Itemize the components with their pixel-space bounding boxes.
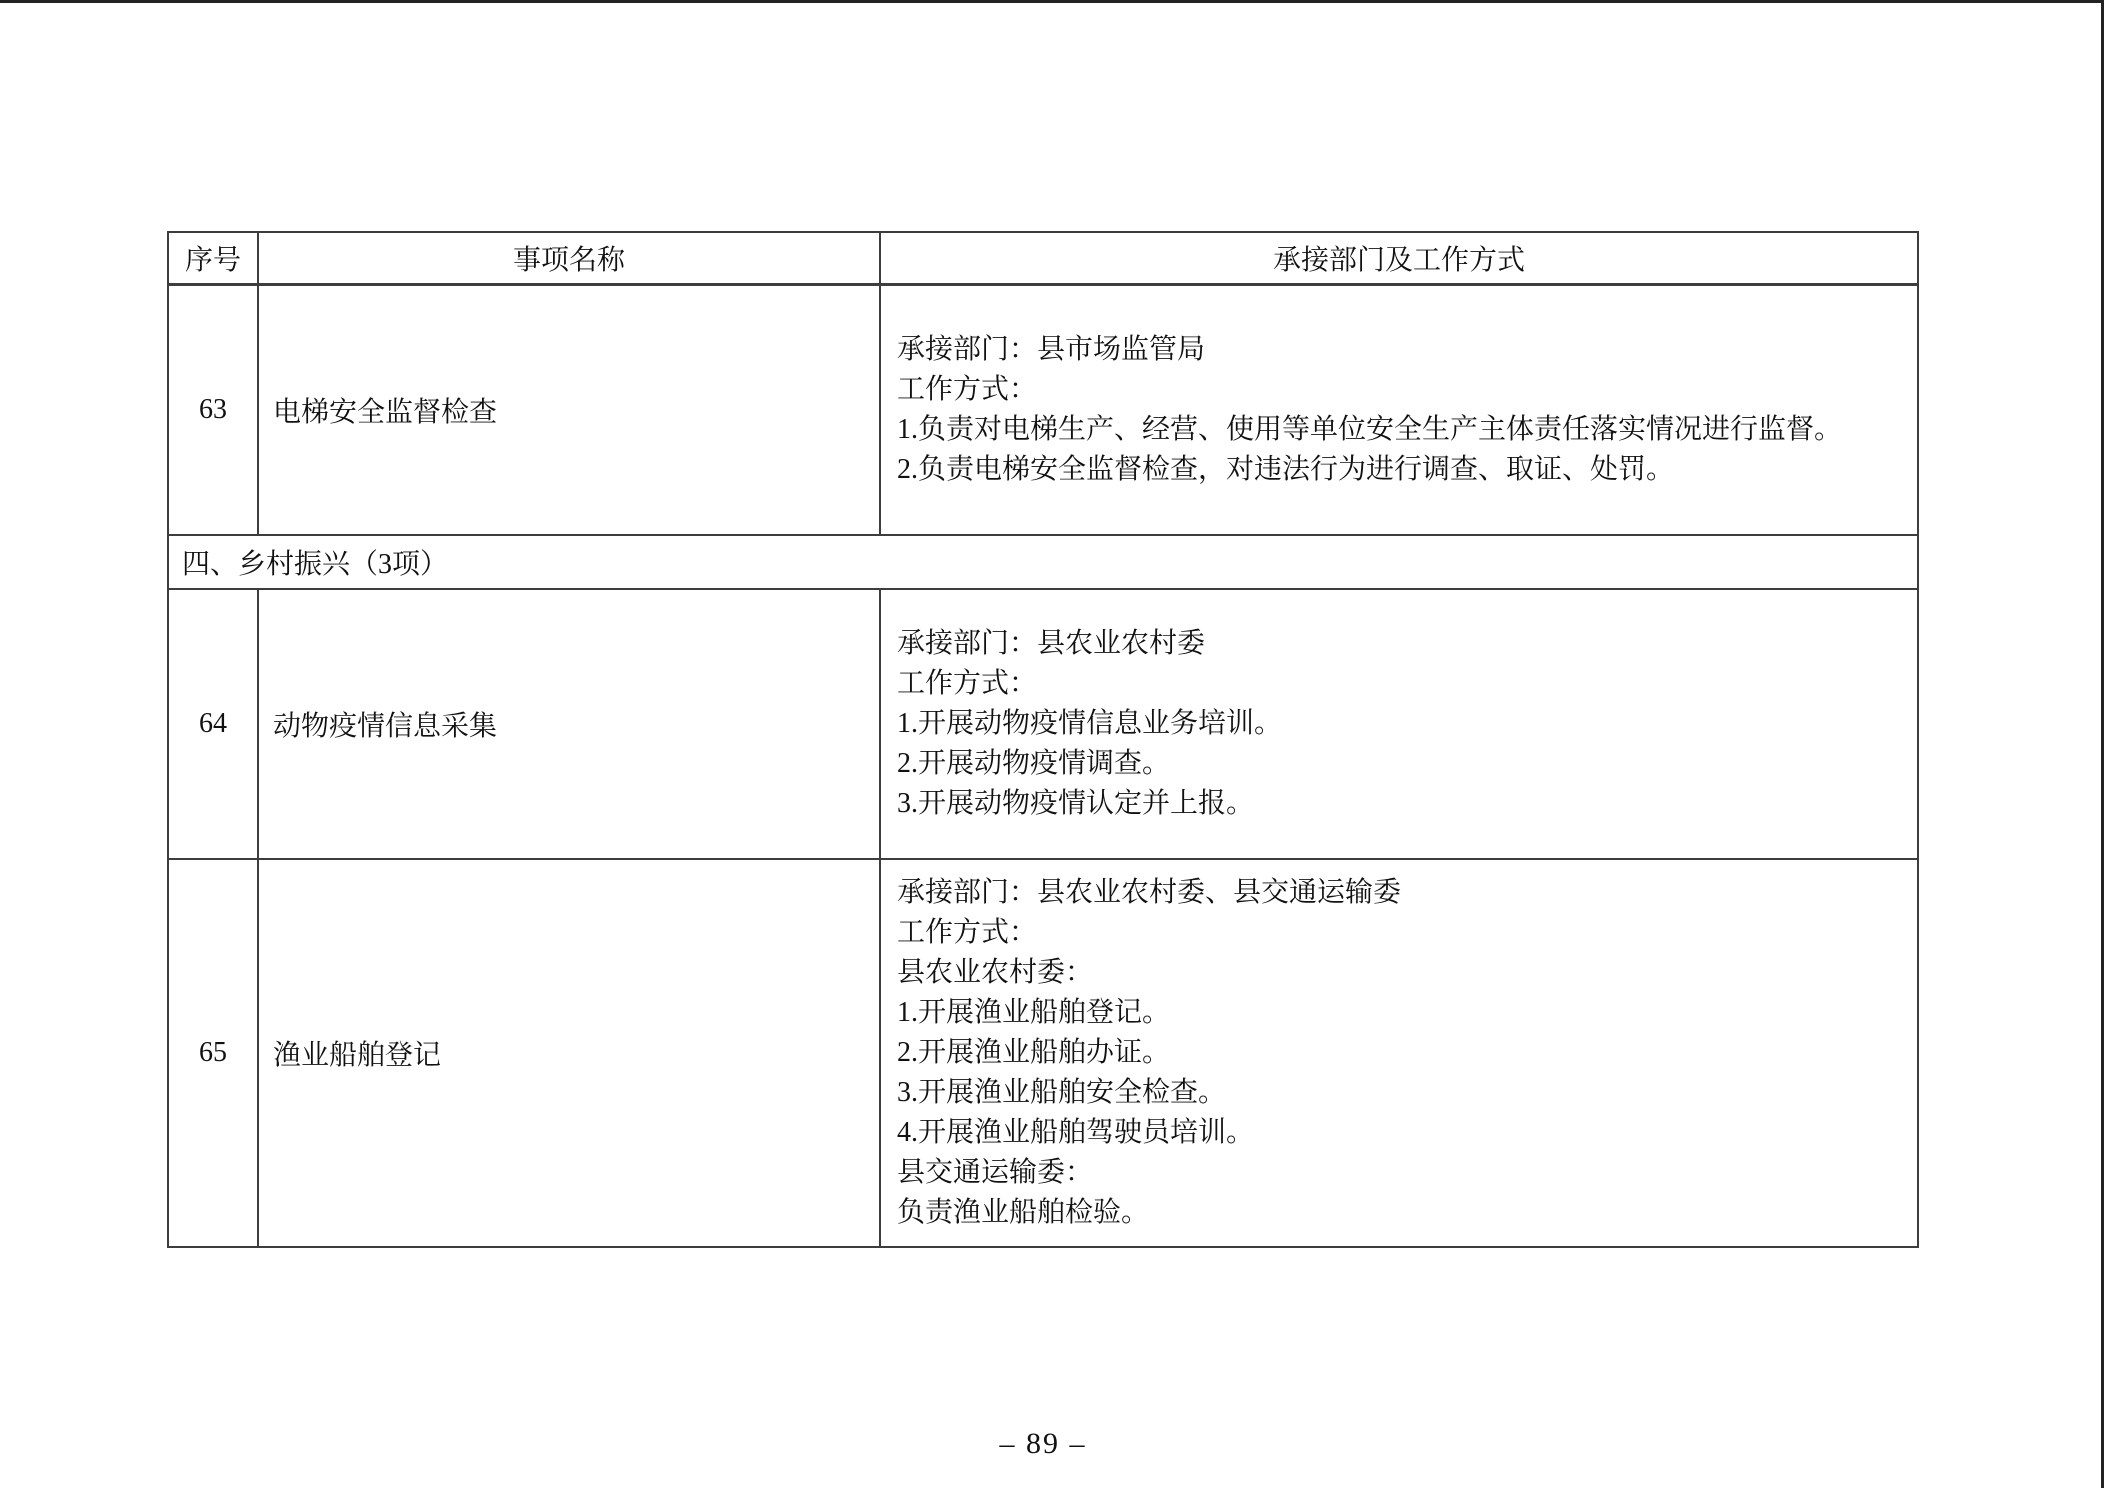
detail-line: 2.负责电梯安全监督检查，对违法行为进行调查、取证、处罚。 (897, 454, 1675, 485)
detail-line: 负责渔业船舶检验。 (897, 1197, 1150, 1228)
detail-line: 承接部门：县农业农村委、县交通运输委 (897, 877, 1402, 908)
detail-line: 3.开展动物疫情认定并上报。 (897, 788, 1255, 819)
row-65-name-cell: 渔业船舶登记 (259, 860, 881, 1246)
row-63-id-cell: 63 (169, 286, 259, 534)
row-65-details-cell (881, 860, 1917, 1246)
section-header-label: 四、乡村振兴（3项） (182, 549, 449, 580)
row-64-id-cell: 64 (169, 590, 259, 858)
header-col-id: 序号 (169, 233, 259, 283)
section-header-row (169, 536, 1917, 590)
row-63-name-cell: 电梯安全监督检查 (259, 286, 881, 534)
row-64-details-cell (881, 590, 1917, 858)
detail-line: 1.开展渔业船舶登记。 (897, 997, 1171, 1028)
table-header-row (169, 233, 1917, 286)
table-row-65 (169, 860, 1917, 1246)
table-row-64 (169, 590, 1917, 860)
row-64-name-cell: 动物疫情信息采集 (259, 590, 881, 858)
detail-line: 工作方式： (897, 668, 1038, 699)
detail-line: 承接部门：县市场监管局 (897, 334, 1206, 365)
detail-line: 县农业农村委： (897, 957, 1094, 988)
detail-line: 2.开展动物疫情调查。 (897, 748, 1171, 779)
detail-line: 4.开展渔业船舶驾驶员培训。 (897, 1117, 1255, 1148)
detail-line: 1.开展动物疫情信息业务培训。 (897, 708, 1283, 739)
detail-line: 2.开展渔业船舶办证。 (897, 1037, 1171, 1068)
items-table (167, 231, 1919, 1248)
page-number: – 89 – (999, 1427, 1087, 1460)
header-col-dept: 承接部门及工作方式 (1272, 245, 1525, 276)
detail-line: 3.开展渔业船舶安全检查。 (897, 1077, 1227, 1108)
header-col-name: 事项名称 (259, 233, 881, 283)
detail-line: 工作方式： (897, 374, 1038, 405)
table-row-63 (169, 286, 1917, 536)
detail-line: 1.负责对电梯生产、经营、使用等单位安全生产主体责任落实情况进行监督。 (897, 414, 1843, 445)
row-65-id-cell: 65 (169, 860, 259, 1246)
detail-line: 承接部门：县农业农村委 (897, 628, 1206, 659)
detail-line: 县交通运输委： (897, 1157, 1094, 1188)
detail-line: 工作方式： (897, 917, 1038, 948)
row-63-details-cell (881, 286, 1917, 534)
